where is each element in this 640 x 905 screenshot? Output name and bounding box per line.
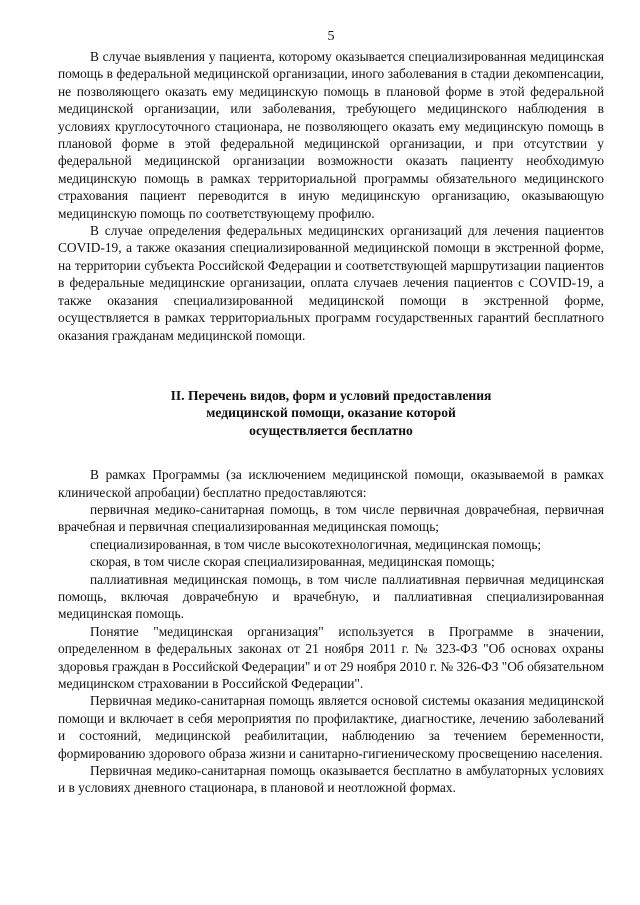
section-title-line-1: II. Перечень видов, форм и условий предоставления [170,387,492,403]
section-title-line-2: медицинской помощи, оказание которой [206,405,456,421]
page-number: 5 [327,29,335,44]
paragraph-primary-care-conditions: Первичная медико-санитарная помощь оказывается бесплатно в амбулаторных условиях и в условиях дневного стационара, в плановой и неотложной формах. [58,763,604,796]
paragraph-program-scope: В рамках Программы (за исключением медицинской помощи, оказываемой в рамках клинической апробации) бесплатно предоставляются: [58,467,604,500]
paragraph-medical-organization-definition: Понятие "медицинская организация" используется в Программе в значении, определенном в федеральных законах от 21 ноября 2011 г. № 323-ФЗ "Об основах охраны здоровья граждан в Российской Федерации" и от 29 ноября 2010 г. № 326-ФЗ "Об обязательном медицинском страховании в Российской Федерации". [58,623,604,691]
list-item-primary-care: первичная медико-санитарная помощь, в том числе первичная доврачебная, первичная врачебная и первичная специализированная медицинская помощь; [58,501,604,535]
section-title [58,387,604,439]
paragraph-covid-19: В случае определения федеральных медицинских организаций для лечения пациентов COVID-19, а также оказания специализированной медицинской помощи в экстренной форме, на территории субъекта Российской Федерации и соответствующей маршрутизации пациентов в федеральные медицинские организации, оплата случаев лечения пациентов с COVID-19, а также оказания специализированной медицинской помощи в экстренной форме, осуществляется в рамках территориальных программ государственных гарантий бесплатного оказания гражданам медицинской помощи. [58,223,604,343]
list-item-emergency-care: скорая, в том числе скорая специализированная, медицинская помощь; [90,554,495,570]
section-title-line-3: осуществляется бесплатно [249,422,413,438]
paragraph-transfer-decompensation: В случае выявления у пациента, которому оказывается специализированная медицинская помощь в федеральной медицинской организации, иного заболевания в стадии декомпенсации, не позволяющего оказать ему медицинскую помощь в плановой форме в этой федеральной медицинской организации, или заболевания, требующего медицинского наблюдения в условиях круглосуточного стационара, не позволяющего оказать ему медицинскую помощь в плановой форме в этой федеральной медицинской организации, и при отсутствии у федеральной медицинской организации возможности оказать пациенту необходимую медицинскую помощь в рамках территориальной программы обязательного медицинского страхования пациент переводится в иную медицинскую организацию, оказывающую медицинскую помощь по соответствующему профилю. [58,49,604,221]
list-item-specialized-care: специализированная, в том числе высокотехнологичная, медицинская помощь; [90,536,542,552]
list-item-palliative-care: паллиативная медицинская помощь, в том числе паллиативная первичная медицинская помощь, включая доврачебную и врачебную, и паллиативная специализированная медицинская помощь. [58,571,604,622]
paragraph-primary-care-basis: Первичная медико-санитарная помощь является основой системы оказания медицинской помощи и включает в себя мероприятия по профилактике, диагностике, лечению заболеваний и состояний, медицинской реабилитации, наблюдению за течением беременности, формированию здорового образа жизни и санитарно-гигиеническому просвещению населения. [58,693,604,761]
